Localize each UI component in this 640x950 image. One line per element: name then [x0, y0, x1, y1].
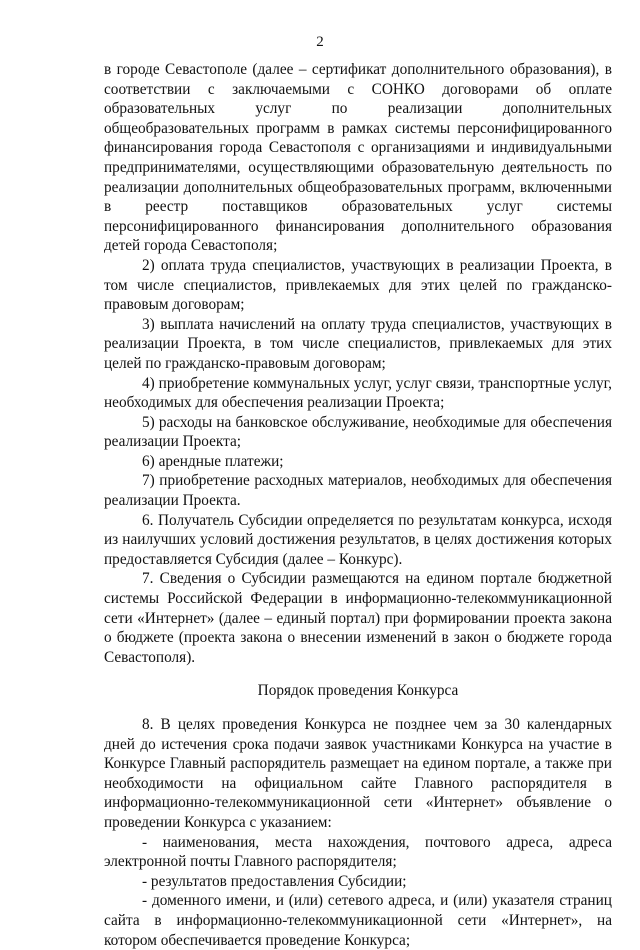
paragraph-continuation: в городе Севастополе (далее – сертификат дополнительного образования), в соответствии с заключаемыми с СОНКО договорами об оплате образовательных услуг по реализации дополнительных общеобразовательных программ в рамках системы персонифицированного финансирования города Севастополя с организациями и индивидуальными предпринимателями, осуществляющими образовательную деятельность по реализации дополнительных общеобразовательных программ, включенными в реестр поставщиков образовательных услуг системы персонифицированного финансирования дополнительного образования детей города Севастополя;: [104, 61, 612, 255]
paragraph-item-5: 5) расходы на банковское обслуживание, необходимые для обеспечения реализации Проекта;: [104, 413, 612, 451]
document-body: [104, 60, 612, 950]
paragraph-item-6: 6) арендные платежи;: [142, 452, 284, 470]
paragraph-item-4: 4) приобретение коммунальных услуг, услуг связи, транспортные услуг, необходимых для обеспечения реализации Проекта;: [104, 374, 612, 412]
paragraph-clause-7: 7. Сведения о Субсидии размещаются на едином портале бюджетной системы Российской Федерации в информационно-телекоммуникационной сети «Интернет» (далее – единый портал) при формировании проекта закона о бюджете (проекта закона о внесении изменений в закон о бюджете города Севастополя).: [104, 570, 612, 666]
paragraph-item-7: 7) приобретение расходных материалов, необходимых для обеспечения реализации Проекта.: [104, 472, 612, 510]
paragraph-item-3: 3) выплата начислений на оплату труда специалистов, участвующих в реализации Проекта, в том числе специалистов, привлекаемых для этих целей по гражданско-правовым договорам;: [104, 315, 612, 372]
paragraph-clause-6: 6. Получатель Субсидии определяется по результатам конкурса, исходя из наилучших условий достижения результатов, в целях достижения которых предоставляется Субсидия (далее – Конкурс).: [104, 511, 612, 568]
list-item-results: - результатов предоставления Субсидии;: [142, 872, 407, 890]
paragraph-clause-8: 8. В целях проведения Конкурса не позднее чем за 30 календарных дней до истечения срока подачи заявок участниками Конкурса на участие в Конкурсе Главный распорядитель размещает на едином портале, а также при необходимости на официальном сайте Главного распорядителя в информационно-телекоммуникационной сети «Интернет» объявление о проведении Конкурса с указанием:: [104, 716, 612, 831]
paragraph-item-2: 2) оплата труда специалистов, участвующих в реализации Проекта, в том числе специалистов, привлекаемых для этих целей по гражданско-правовым договорам;: [104, 256, 612, 314]
list-item-name-address: - наименования, места нахождения, почтового адреса, адреса электронной почты Главного распорядителя;: [104, 833, 612, 871]
page-number: 2: [316, 34, 324, 50]
section-heading: Порядок проведения Конкурса: [257, 682, 459, 700]
list-item-domain: - доменного имени, и (или) сетевого адреса, и (или) указателя страниц сайта в информационно-телекоммуникационной сети «Интернет», на котором обеспечивается проведение Конкурса;: [104, 892, 612, 949]
